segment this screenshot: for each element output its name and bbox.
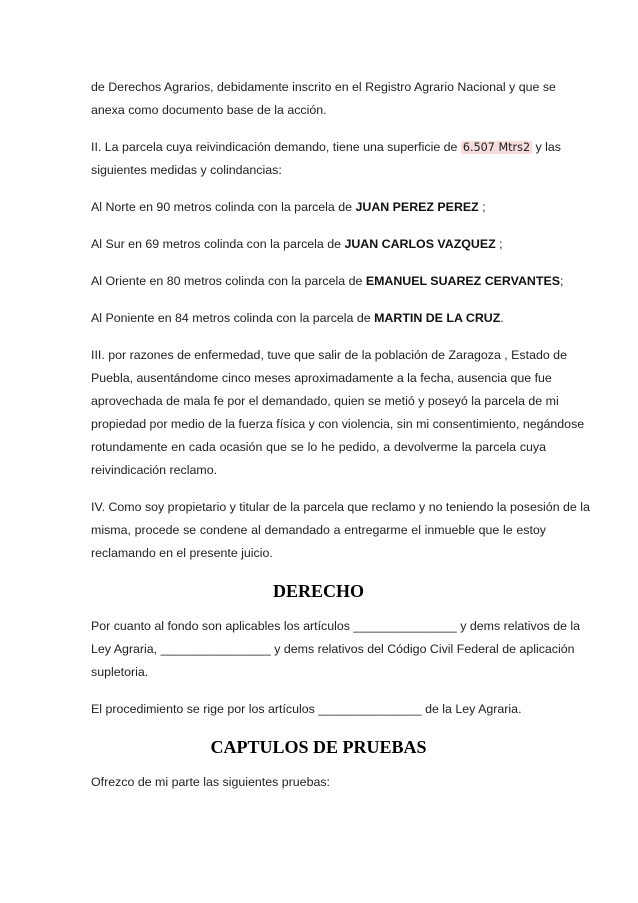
superficie-suffix: y las xyxy=(535,140,561,154)
colindancia-text: Al Norte en 90 metros colinda con la parcela de xyxy=(91,200,356,214)
text-line: siguientes medidas y colindancias: xyxy=(91,163,282,177)
superficie-text: II. La parcela cuya reivindicación demando, tiene una superficie de xyxy=(91,140,458,154)
text-line: Puebla, ausentándome cinco meses aproximadamente a la fecha, ausencia que fue xyxy=(91,371,552,385)
colindancia-norte xyxy=(91,196,546,219)
colindancia-suffix: ; xyxy=(478,200,486,214)
colindancia-text: Al Poniente en 84 metros colinda con la parcela de xyxy=(91,311,375,325)
text-line: rotundamente en cada ocasión que se lo he pedido, a devolverme la parcela cuya xyxy=(91,440,546,454)
colindancia-poniente xyxy=(91,307,546,330)
text-line: IV. Como soy propietario y titular de la parcela que reclamo y no teniendo la posesión de la xyxy=(91,500,590,514)
text-line: supletoria. xyxy=(91,665,149,679)
text-line: anexa como documento base de la acción. xyxy=(91,103,327,117)
paragraph-pruebas: Ofrezco de mi parte las siguientes pruebas: xyxy=(91,775,330,789)
text-line: de Derechos Agrarios, debidamente inscrito en el Registro Agrario Nacional y que se xyxy=(91,80,556,94)
text-line: Por cuanto al fondo son aplicables los artículos _______________ y dems relativos de la xyxy=(91,619,581,633)
heading-pruebas: CAPTULOS DE PRUEBAS xyxy=(210,737,427,757)
text-line: reivindicación reclamo. xyxy=(91,463,218,477)
text-line: reclamando en el presente juicio. xyxy=(91,546,273,560)
paragraph-enfermedad xyxy=(91,344,585,482)
colindancia-suffix: ; xyxy=(559,274,564,288)
text-line: Ley Agraria, ________________ y dems relativos del Código Civil Federal de aplicación xyxy=(91,642,575,656)
colindante-name: MARTIN DE LA CRUZ xyxy=(374,311,501,325)
colindancia-oriente xyxy=(91,270,564,293)
superficie-highlight: 6.507 Mtrs2 xyxy=(462,141,531,154)
paragraph-fondo xyxy=(91,615,581,684)
text-line: misma, procede se condene al demandado a entregarme el inmueble que le estoy xyxy=(91,523,546,537)
paragraph-procedimiento: El procedimiento se rige por los artículos _______________ de la Ley Agraria. xyxy=(91,702,522,716)
colindante-name: JUAN PEREZ PEREZ xyxy=(355,200,479,214)
colindancia-text: Al Sur en 69 metros colinda con la parcela de xyxy=(91,237,345,251)
document-page xyxy=(91,76,590,808)
colindancia-suffix: . xyxy=(500,311,504,325)
colindancia-sur xyxy=(91,233,546,256)
paragraph-superficie xyxy=(91,136,561,182)
text-line: aprovechada de mala fe por el demandado, quien se metió y poseyó la parcela de mi xyxy=(91,394,559,408)
text-line xyxy=(91,136,561,159)
colindancia-suffix: ; xyxy=(495,237,503,251)
colindante-name: EMANUEL SUAREZ CERVANTES xyxy=(365,274,560,288)
heading-derecho: DERECHO xyxy=(272,581,364,601)
colindante-name: JUAN CARLOS VAZQUEZ xyxy=(344,237,496,251)
text-line: propiedad por medio de la fuerza física y con violencia, sin mi consentimiento, negándose xyxy=(91,417,585,431)
colindancia-text: Al Oriente en 80 metros colinda con la parcela de xyxy=(91,274,366,288)
text-line: III. por razones de enfermedad, tuve que salir de la población de Zaragoza , Estado de xyxy=(91,348,567,362)
paragraph-registro xyxy=(91,76,556,122)
paragraph-propietario xyxy=(91,496,590,565)
